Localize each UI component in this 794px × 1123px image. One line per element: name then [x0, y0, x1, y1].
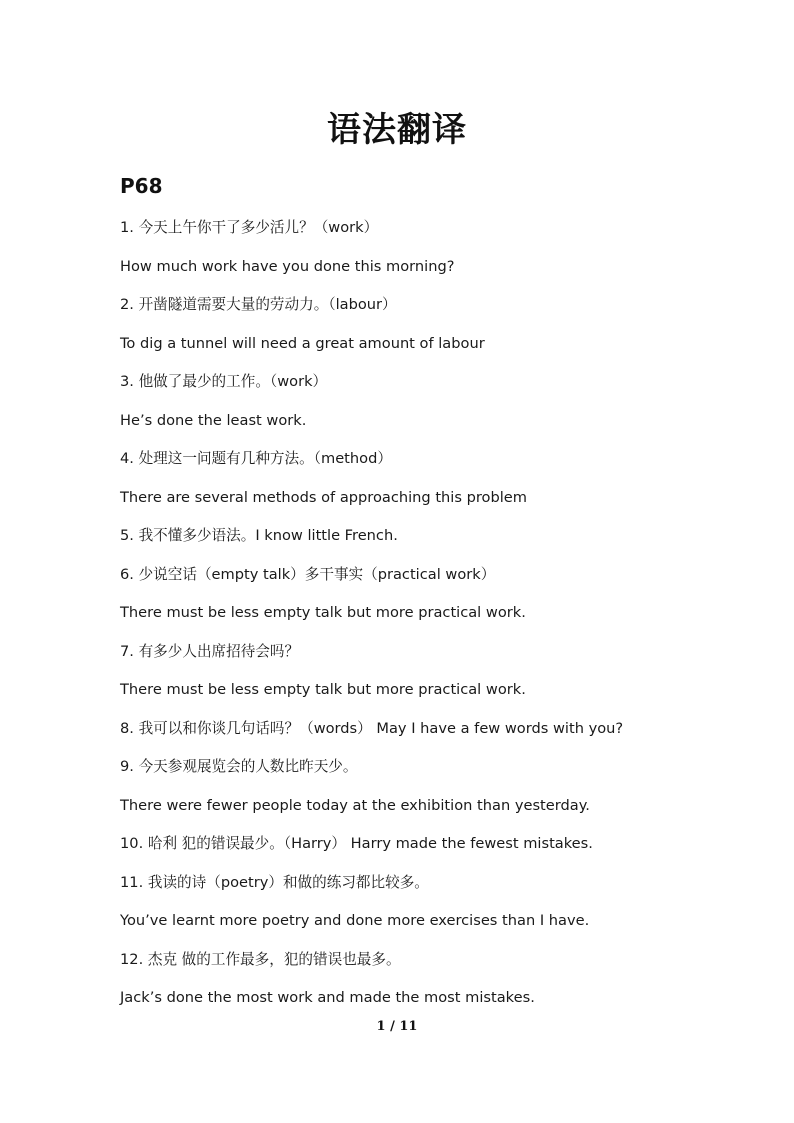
text-line: 9. 今天参观展览会的人数比昨天少。 — [120, 758, 358, 775]
text-line: To dig a tunnel will need a great amount of labour — [120, 334, 485, 352]
text-line: 2. 开凿隧道需要大量的劳动力。（labour） — [120, 296, 397, 313]
text-line: 12. 杰克 做的工作最多，犯的错误也最多。 — [120, 950, 401, 968]
text-line: He’s done the least work. — [120, 411, 307, 429]
text-line: You’ve learnt more poetry and done more exercises than I have. — [120, 912, 590, 929]
text-line: 4. 处理这一问题有几种方法。（method） — [120, 450, 392, 467]
text-line: There must be less empty talk but more practical work. — [120, 681, 526, 698]
text-line: 11. 我读的诗（poetry）和做的练习都比较多。 — [120, 873, 429, 891]
text-line: 8. 我可以和你谈几句话吗？（words） May I have a few words with you? — [120, 719, 624, 737]
text-line: 10. 哈利 犯的错误最少。（Harry） Harry made the fewest mistakes. — [120, 835, 593, 852]
text-line: Jack’s done the most work and made the most mistakes. — [120, 989, 535, 1006]
text-line: There were fewer people today at the exhibition than yesterday. — [120, 796, 590, 814]
text-line: There are several methods of approaching this problem — [120, 488, 527, 506]
section-heading: P68 — [120, 174, 163, 198]
text-line: 6. 少说空话（empty talk）多干事实（practical work） — [120, 565, 496, 583]
text-line: 7. 有多少人出席招待会吗？ — [120, 642, 300, 660]
text-line: 5. 我不懂多少语法。I know little French. — [120, 527, 398, 544]
page-number: 1 / 11 — [376, 1019, 418, 1034]
text-lines — [120, 215, 720, 1024]
text-line: How much work have you done this morning? — [120, 257, 455, 275]
text-line: 1. 今天上午你干了多少活儿？（work） — [120, 219, 379, 236]
text-line: There must be less empty talk but more practical work. — [120, 604, 526, 621]
document-title: 语法翻译 — [327, 110, 467, 150]
text-line: 3. 他做了最少的工作。（work） — [120, 373, 328, 390]
